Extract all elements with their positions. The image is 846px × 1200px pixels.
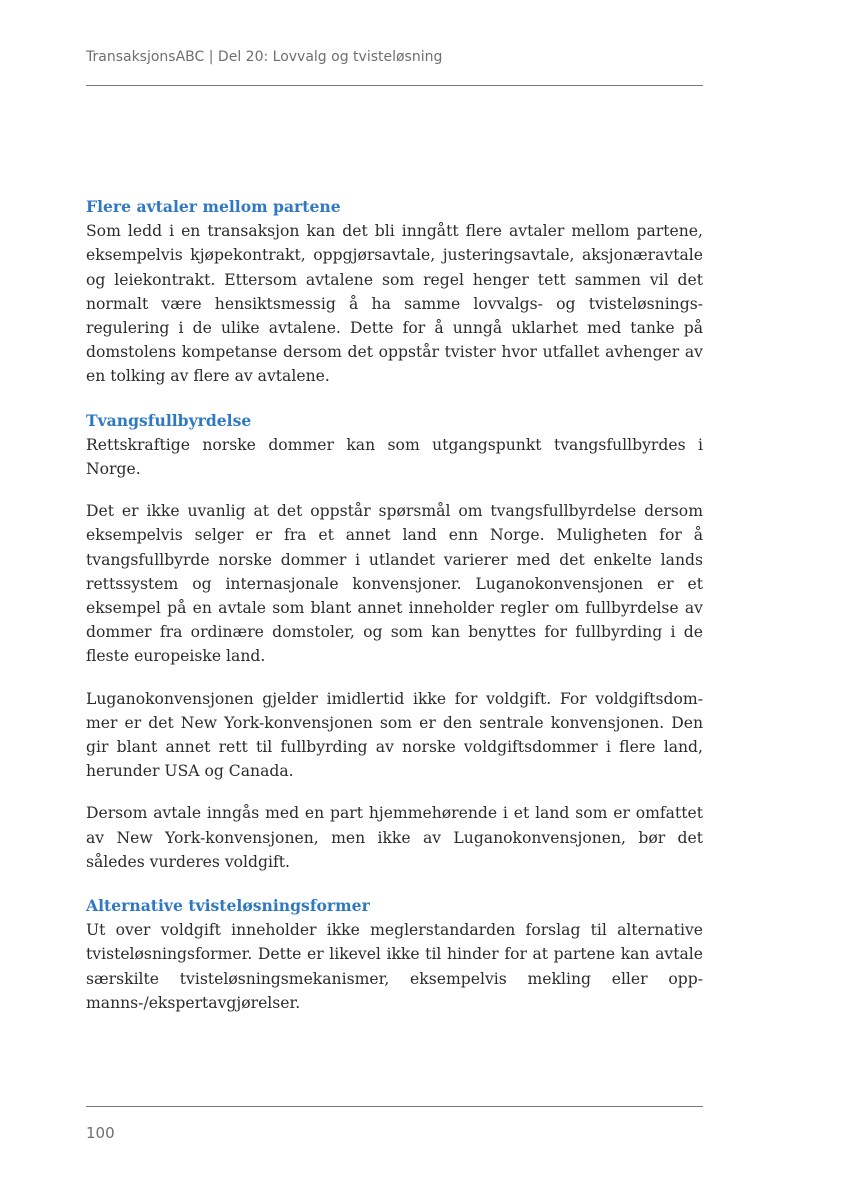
section-heading: Flere avtaler mellom partene bbox=[86, 197, 341, 216]
paragraph: Rettskraftige norske dommer kan som utgangspunkt tvangsfullbyrdes i Norge. bbox=[86, 435, 703, 479]
paragraph: Luganokonvensjonen gjelder imidlertid ikke for voldgift. For voldgiftsdommer er det New York-konvensjonen som er den sentrale konvensjonen. Den gir blant annet rett til fullbyrding av norske voldgiftsdommer i flere land, herunder USA og Canada. bbox=[86, 689, 703, 781]
paragraph: Dersom avtale inngås med en part hjemmehørende i et land som er omfattet av New York-konvensjonen, men ikke av Luganokonvensjonen, bør det således vurderes voldgift. bbox=[86, 804, 703, 871]
running-header: TransaksjonsABC | Del 20: Lovvalg og tvisteløsning bbox=[86, 49, 443, 65]
section-heading: Tvangsfullbyrdelse bbox=[86, 410, 252, 430]
paragraph: Det er ikke uvanlig at det oppstår spørsmål om tvangsfullbyrdelse dersom eksempelvis selger er fra et annet land enn Norge. Muligheten for å tvangsfullbyrde norske dommer i utlandet varierer med det enkelte lands rettssystem og internasjonale konvensjoner. Luganokonvensjonen er et eksempel på en avtale som blant annet inneholder regler om fullbyrdelse av dommer fra ordinære domstoler, og som kan benyttes for fullbyrding i de fleste europeiske land. bbox=[86, 502, 703, 666]
section-flere-avtaler bbox=[86, 195, 703, 389]
paragraph: Ut over voldgift inneholder ikke meglerstandarden forslag til alternative tvisteløsningsformer. Dette er likevel ikke til hinder for at partene kan avtale særskilte tvisteløsningsmekanismer, eksempelvis mekling eller oppmanns-/ekspertavgjørelser. bbox=[86, 921, 703, 1012]
paragraph: Som ledd i en transaksjon kan det bli inngått flere avtaler mellom partene, eksempelvis kjøpekontrakt, oppgjørsavtale, justeringsavtale, aksjonæravtale og leiekontrakt. Ettersom avtalene som regel henger tett sammen vil det normalt være hensiktsmessig å ha samme lovvalgs- og tvisteløsningsregulering i de ulike avtalene. Dette for å unngå uklarhet med tanke på domstolens kompetanse dersom det oppstår tvister hvor utfallet avhenger av en tolking av flere av avtalene. bbox=[86, 222, 703, 386]
section-heading: Alternative tvisteløsningsformer bbox=[86, 896, 370, 916]
section-alternative-tvistelosningsformer bbox=[86, 894, 703, 1015]
page-number: 100 bbox=[86, 1124, 115, 1142]
section-tvangsfullbyrdelse bbox=[86, 409, 703, 874]
footer-divider bbox=[86, 1106, 703, 1107]
header-divider bbox=[86, 85, 703, 86]
page-body bbox=[86, 195, 703, 1015]
